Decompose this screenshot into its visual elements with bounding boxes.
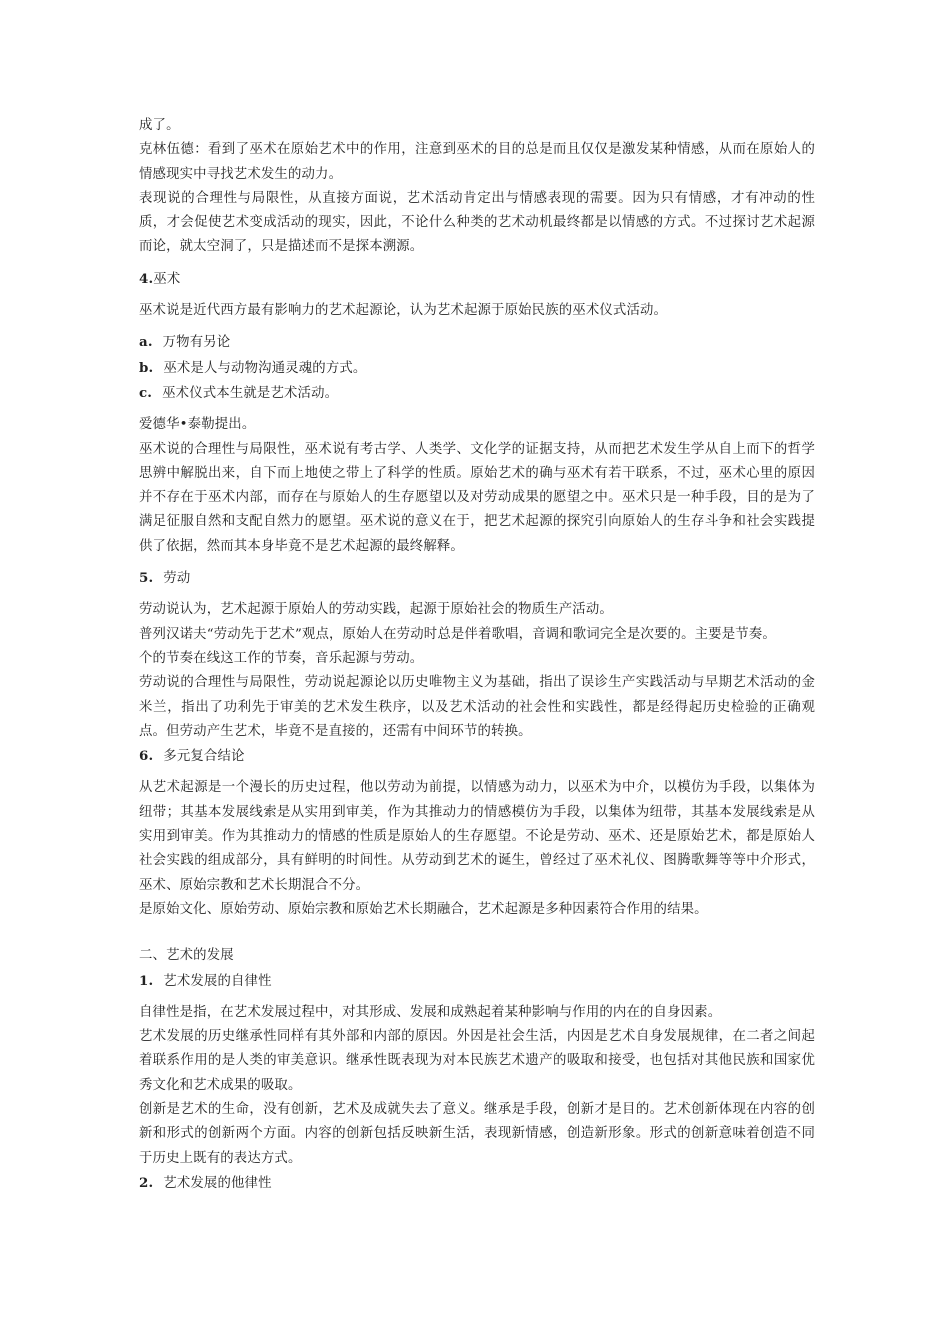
paragraph: 表现说的合理性与局限性，从直接方面说，艺术活动肯定出与情感表现的需要。因为只有情感，才有冲动的性质，才会促使艺术变成活动的现实，因此，不论什么种类的艺术动机最终都是以情感的方式。不过探讨艺术起源而论，就太空洞了，只是描述而不是探本溯源。 [139,190,815,255]
list-text: 巫术是人与动物沟通灵魂的方式。 [163,360,367,376]
heading-text: 劳动 [163,571,191,587]
paragraph: 个的节奏在线这工作的节奏，音乐起源与劳动。 [139,650,424,666]
heading-text: 巫术 [153,271,181,287]
paragraph: 自律性是指，在艺术发展过程中，对其形成、发展和成熟起着某种影响与作用的内在的自身因素。 [139,1004,722,1020]
heading-laodong [139,566,815,591]
heading-number: 5. [139,570,154,587]
list-item [139,330,815,355]
heading-duoyuan [139,744,815,769]
paragraph: 巫术说的合理性与局限性，巫术说有考古学、人类学、文化学的证据支持，从而把艺术发生学从自上而下的哲学思辨中解脱出来，自下而上地使之带上了科学的性质。原始艺术的确与巫术有若干联系，不过，巫术心里的原因并不存在于巫术内部，而存在与原始人的生存愿望以及对劳动成果的愿望之中。巫术只是一种手段，目的是为了满足征服自然和支配自然力的愿望。巫术说的意义在于，把艺术起源的探究引向原始人的生存斗争和社会实践提供了依据，然而其本身毕竟不是艺术起源的最终解释。 [139,441,815,554]
paragraph: 创新是艺术的生命，没有创新，艺术及成就失去了意义。继承是手段，创新才是目的。艺术创新体现在内容的创新和形式的创新两个方面。内容的创新包括反映新生活，表现新情感，创造新形象。形式的创新意味着创造不同于历史上既有的表达方式。 [139,1101,815,1166]
paragraph: 从艺术起源是一个漫长的历史过程，他以劳动为前提，以情感为动力，以巫术为中介，以模仿为手段，以集体为纽带；其基本发展线索是从实用到审美，作为其推动力的情感模仿为手段，以集体为纽带，其基本发展线索是从实用到审美。作为其推动力的情感的性质是原始人的生存愿望。不论是劳动、巫术、还是原始艺术，都是原始人社会实践的组成部分，具有鲜明的时间性。从劳动到艺术的诞生，曾经过了巫术礼仪、图腾歌舞等等中介形式，巫术、原始宗教和艺术长期混合不分。 [139,780,815,893]
heading-number: 1. [139,972,154,989]
list-text: 巫术仪式本生就是艺术活动。 [162,385,339,401]
list-marker: b. [139,359,154,376]
heading-talv [139,1171,815,1196]
heading-wushu [139,267,815,292]
list-item [139,381,815,406]
paragraph: 普列汉诺夫“劳动先于艺术”观点，原始人在劳动时总是伴着歌唱，音调和歌词完全是次要的。主要是节奏。 [139,626,776,642]
document-page [139,114,815,1196]
paragraph: 劳动说的合理性与局限性，劳动说起源论以历史唯物主义为基础，指出了误诊生产实践活动与早期艺术活动的金米兰，指出了功利先于审美的艺术发生秩序，以及艺术活动的社会性和实践性，都是经得起历史检验的正确观点。但劳动产生艺术，毕竟不是直接的，还需有中间环节的转换。 [139,675,815,739]
section-title: 二、艺术的发展 [139,948,234,964]
heading-text: 艺术发展的他律性 [163,1175,272,1191]
heading-zilv [139,969,815,994]
paragraph: 爱德华•泰勒提出。 [139,417,256,433]
paragraph: 艺术发展的历史继承性同样有其外部和内部的原因。外因是社会生活，内因是艺术自身发展规律，在二者之间起着联系作用的是人类的审美意识。继承性既表现为对本民族艺术遗产的吸取和接受，也包括对其他民族和国家优秀文化和艺术成果的吸取。 [139,1029,815,1093]
list-text: 万物有另论 [162,335,231,351]
paragraph: 克林伍德：看到了巫术在原始艺术中的作用，注意到巫术的目的总是而且仅仅是激发某种情感，从而在原始人的情感现实中寻找艺术发生的动力。 [139,142,815,182]
heading-number: 2. [139,1174,154,1191]
heading-number: 4. [139,270,154,287]
heading-number: 6. [139,748,154,765]
list-marker: a. [139,334,153,351]
heading-text: 多元复合结论 [163,749,245,765]
paragraph: 巫术说是近代西方最有影响力的艺术起源论，认为艺术起源于原始民族的巫术仪式活动。 [139,303,668,319]
heading-text: 艺术发展的自律性 [163,973,272,989]
list-item [139,356,815,381]
list-marker: c. [139,384,153,401]
paragraph: 劳动说认为，艺术起源于原始人的劳动实践，起源于原始社会的物质生产活动。 [139,602,613,618]
paragraph: 成了。 [139,118,180,133]
paragraph: 是原始文化、原始劳动、原始宗教和原始艺术长期融合，艺术起源是多种因素符合作用的结果。 [139,901,708,917]
